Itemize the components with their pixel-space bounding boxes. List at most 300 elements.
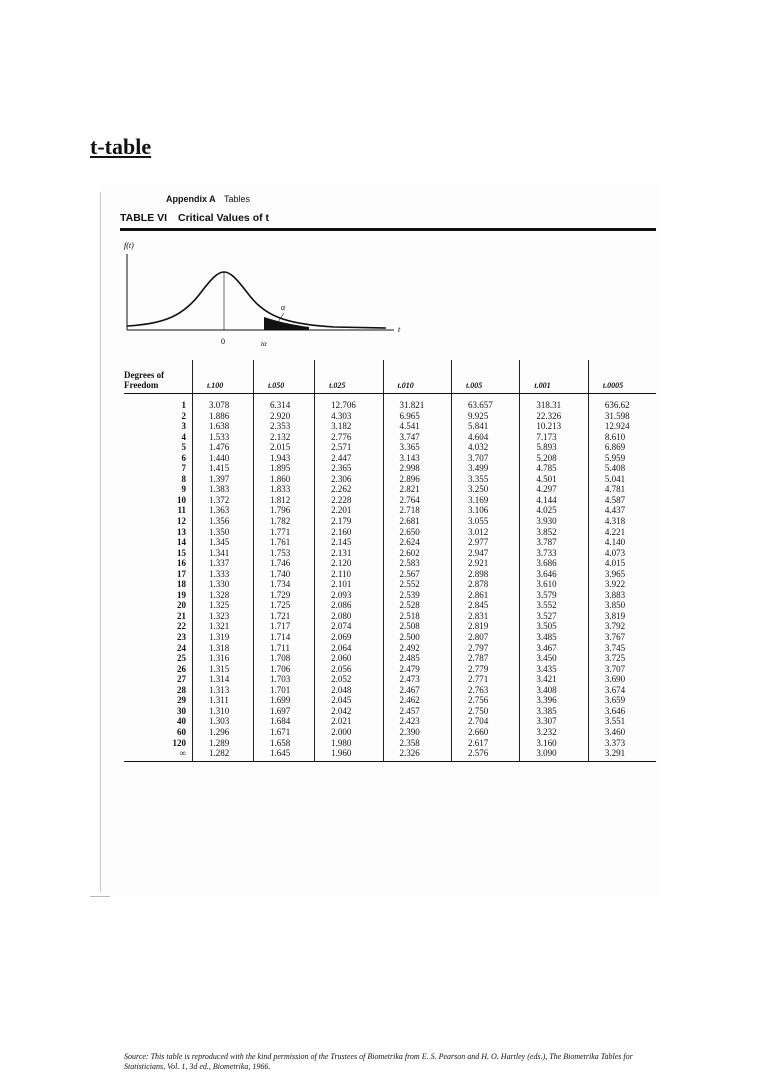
critical-value-cell: 1.321 <box>193 621 254 632</box>
critical-value-cell: 1.796 <box>254 505 315 516</box>
critical-value-cell: 4.437 <box>588 505 656 516</box>
degrees-of-freedom-cell: 16 <box>177 558 186 569</box>
critical-value-cell: 4.501 <box>520 474 588 485</box>
critical-value-cell: 3.373 <box>588 738 656 749</box>
critical-value-cell: 3.646 <box>588 706 656 717</box>
degrees-of-freedom-cell: 11 <box>177 505 186 516</box>
critical-value-cell: 2.583 <box>383 558 451 569</box>
critical-value-cell: 1.734 <box>254 579 315 590</box>
table-title <box>120 212 269 224</box>
table-caption: Critical Values of t <box>177 212 270 224</box>
critical-value-cell: 1.711 <box>254 643 315 654</box>
critical-value-cell: 3.435 <box>520 664 588 675</box>
table-row <box>124 738 656 749</box>
critical-value-cell: 3.725 <box>588 653 656 664</box>
degrees-of-freedom-cell: 22 <box>177 621 186 632</box>
table-row <box>124 516 656 527</box>
critical-value-cell: 3.686 <box>520 558 588 569</box>
critical-value-cell: 2.093 <box>315 590 383 601</box>
critical-value-cell: 318.31 <box>520 394 588 411</box>
degrees-of-freedom-cell: 120 <box>172 737 186 748</box>
critical-value-cell: 2.624 <box>383 537 451 548</box>
table-header-row <box>124 360 656 394</box>
critical-value-cell: 3.883 <box>588 590 656 601</box>
degrees-of-freedom-cell: 2 <box>181 410 186 421</box>
critical-value-cell: 3.460 <box>588 727 656 738</box>
critical-value-cell: 4.073 <box>588 548 656 559</box>
critical-value-cell: 1.330 <box>193 579 254 590</box>
critical-value-cell: 3.385 <box>520 706 588 717</box>
critical-value-cell: 1.761 <box>254 537 315 548</box>
critical-value-cell: 1.771 <box>254 527 315 538</box>
critical-value-cell: 10.213 <box>520 421 588 432</box>
critical-value-cell: 3.396 <box>520 695 588 706</box>
critical-value-cell: 2.262 <box>315 484 383 495</box>
critical-value-cell: 7.173 <box>520 432 588 443</box>
critical-value-cell: 1.318 <box>193 643 254 654</box>
critical-value-cell: 1.328 <box>193 590 254 601</box>
critical-value-cell: 3.552 <box>520 600 588 611</box>
critical-value-cell: 1.315 <box>193 664 254 675</box>
critical-value-cell: 4.781 <box>588 484 656 495</box>
critical-value-cell: 2.074 <box>315 621 383 632</box>
critical-value-cell: 3.787 <box>520 537 588 548</box>
critical-value-cell: 3.646 <box>520 569 588 580</box>
critical-value-cell: 1.341 <box>193 548 254 559</box>
critical-value-cell: 3.505 <box>520 621 588 632</box>
critical-value-cell: 3.792 <box>588 621 656 632</box>
critical-value-cell: 5.408 <box>588 463 656 474</box>
critical-value-cell: 1.697 <box>254 706 315 717</box>
degrees-of-freedom-cell: 17 <box>177 568 186 579</box>
degrees-of-freedom-cell: 15 <box>177 547 186 558</box>
table-row <box>124 632 656 643</box>
critical-value-cell: 1.363 <box>193 505 254 516</box>
figure-t-alpha-label: tα <box>261 340 267 348</box>
critical-value-cell: 2.365 <box>315 463 383 474</box>
degrees-of-freedom-cell: 26 <box>177 663 186 674</box>
table-row <box>124 558 656 569</box>
critical-value-cell: 3.421 <box>520 674 588 685</box>
critical-value-cell: 2.650 <box>383 527 451 538</box>
critical-value-cell: 2.120 <box>315 558 383 569</box>
degrees-of-freedom-cell: 25 <box>177 653 186 664</box>
critical-value-cell: 3.355 <box>451 474 519 485</box>
table-row <box>124 643 656 654</box>
degrees-of-freedom-cell: 4 <box>181 431 186 442</box>
critical-value-cell: 3.610 <box>520 579 588 590</box>
critical-value-cell: 3.408 <box>520 685 588 696</box>
critical-value-cell: 2.132 <box>254 432 315 443</box>
critical-value-cell: 4.140 <box>588 537 656 548</box>
critical-value-cell: 2.179 <box>315 516 383 527</box>
critical-value-cell: 2.479 <box>383 664 451 675</box>
critical-value-cell: 3.106 <box>451 505 519 516</box>
header-column: t.010 <box>383 360 451 394</box>
critical-value-cell: 2.617 <box>451 738 519 749</box>
degrees-of-freedom-cell: 9 <box>181 484 186 495</box>
table-row <box>124 453 656 464</box>
critical-value-cell: 2.771 <box>451 674 519 685</box>
degrees-of-freedom-cell: 5 <box>181 442 186 453</box>
critical-value-cell: 3.733 <box>520 548 588 559</box>
critical-value-cell: 1.350 <box>193 527 254 538</box>
critical-value-cell: 1.337 <box>193 558 254 569</box>
page-title: t-table <box>90 134 152 159</box>
table-row <box>124 484 656 495</box>
critical-value-cell: 3.307 <box>520 716 588 727</box>
critical-value-cell: 2.228 <box>315 495 383 506</box>
table-row <box>124 674 656 685</box>
table-row <box>124 748 656 761</box>
critical-value-cell: 2.052 <box>315 674 383 685</box>
table-row <box>124 463 656 474</box>
critical-value-cell: 1.372 <box>193 495 254 506</box>
critical-value-cell: 2.306 <box>315 474 383 485</box>
critical-value-cell: 1.313 <box>193 685 254 696</box>
critical-value-cell: 3.078 <box>193 394 254 411</box>
critical-value-cell: 4.303 <box>315 411 383 422</box>
table-row <box>124 727 656 738</box>
critical-value-cell: 1.533 <box>193 432 254 443</box>
critical-value-cell: 2.571 <box>315 442 383 453</box>
critical-value-cell: 31.821 <box>383 394 451 411</box>
critical-value-cell: 1.725 <box>254 600 315 611</box>
degrees-of-freedom-cell: 19 <box>177 589 186 600</box>
degrees-of-freedom-cell: 28 <box>177 684 186 695</box>
degrees-of-freedom-cell: ∞ <box>124 748 193 761</box>
scan-bottom-mark <box>90 896 110 897</box>
critical-value-cell: 1.314 <box>193 674 254 685</box>
degrees-of-freedom-cell: 6 <box>181 452 186 463</box>
critical-value-cell: 4.541 <box>383 421 451 432</box>
critical-value-cell: 3.767 <box>588 632 656 643</box>
table-row <box>124 653 656 664</box>
critical-value-cell: 2.326 <box>383 748 451 761</box>
critical-value-cell: 1.943 <box>254 453 315 464</box>
critical-value-cell: 1.740 <box>254 569 315 580</box>
critical-value-cell: 3.747 <box>383 432 451 443</box>
source-label: Source: <box>124 1052 149 1061</box>
degrees-of-freedom-cell: 21 <box>177 610 186 621</box>
table-row <box>124 411 656 422</box>
critical-value-cell: 3.707 <box>451 453 519 464</box>
critical-value-cell: 4.785 <box>520 463 588 474</box>
critical-value-cell: 2.660 <box>451 727 519 738</box>
degrees-of-freedom-cell: 23 <box>177 632 186 643</box>
critical-value-cell: 2.064 <box>315 643 383 654</box>
critical-value-cell: 1.356 <box>193 516 254 527</box>
critical-value-cell: 2.508 <box>383 621 451 632</box>
critical-value-cell: 3.852 <box>520 527 588 538</box>
degrees-of-freedom-cell: 18 <box>177 579 186 590</box>
critical-value-cell: 1.708 <box>254 653 315 664</box>
critical-value-cell: 1.746 <box>254 558 315 569</box>
table-row <box>124 495 656 506</box>
degrees-of-freedom-cell: 3 <box>181 421 186 432</box>
critical-value-cell: 2.704 <box>451 716 519 727</box>
degrees-of-freedom-cell: 1 <box>181 400 186 410</box>
critical-value-cell: 2.552 <box>383 579 451 590</box>
critical-value-cell: 1.476 <box>193 442 254 453</box>
critical-value-cell: 3.690 <box>588 674 656 685</box>
critical-value-cell: 2.131 <box>315 548 383 559</box>
table-row <box>124 621 656 632</box>
critical-value-cell: 1.960 <box>315 748 383 761</box>
critical-value-cell: 3.467 <box>520 643 588 654</box>
critical-value-cell: 2.201 <box>315 505 383 516</box>
critical-value-cell: 2.977 <box>451 537 519 548</box>
critical-value-cell: 2.681 <box>383 516 451 527</box>
degrees-of-freedom-cell: 13 <box>177 526 186 537</box>
critical-value-cell: 2.528 <box>383 600 451 611</box>
table-body <box>124 394 656 762</box>
degrees-of-freedom-cell: 20 <box>177 600 186 611</box>
critical-value-cell: 3.707 <box>588 664 656 675</box>
critical-value-cell: 1.684 <box>254 716 315 727</box>
critical-value-cell: 4.221 <box>588 527 656 538</box>
critical-value-cell: 1.333 <box>193 569 254 580</box>
critical-value-cell: 2.110 <box>315 569 383 580</box>
critical-value-cell: 2.080 <box>315 611 383 622</box>
critical-value-cell: 1.721 <box>254 611 315 622</box>
critical-value-cell: 3.160 <box>520 738 588 749</box>
header-column: t.050 <box>254 360 315 394</box>
critical-value-cell: 1.714 <box>254 632 315 643</box>
critical-value-cell: 2.056 <box>315 664 383 675</box>
critical-value-cell: 1.699 <box>254 695 315 706</box>
table-row <box>124 590 656 601</box>
critical-value-cell: 1.812 <box>254 495 315 506</box>
critical-value-cell: 2.861 <box>451 590 519 601</box>
critical-value-cell: 3.143 <box>383 453 451 464</box>
critical-value-cell: 2.467 <box>383 685 451 696</box>
critical-value-cell: 8.610 <box>588 432 656 443</box>
degrees-of-freedom-cell: 29 <box>177 695 186 706</box>
table-row <box>124 527 656 538</box>
table-row <box>124 394 656 411</box>
header-column: t.001 <box>520 360 588 394</box>
critical-value-cell: 2.756 <box>451 695 519 706</box>
critical-value-cell: 5.959 <box>588 453 656 464</box>
critical-value-cell: 2.821 <box>383 484 451 495</box>
critical-value-cell: 1.671 <box>254 727 315 738</box>
figure-alpha-label: α <box>281 303 286 312</box>
critical-value-cell: 1.415 <box>193 463 254 474</box>
header-column: t.0005 <box>588 360 656 394</box>
critical-value-cell: 2.048 <box>315 685 383 696</box>
source-note <box>124 1052 664 1072</box>
table-row <box>124 505 656 516</box>
critical-value-cell: 1.753 <box>254 548 315 559</box>
header-column: t.100 <box>193 360 254 394</box>
critical-value-cell: 5.208 <box>520 453 588 464</box>
critical-value-cell: 3.579 <box>520 590 588 601</box>
appendix-header <box>166 194 250 204</box>
degrees-of-freedom-cell: 60 <box>177 726 186 737</box>
critical-value-cell: 1.296 <box>193 727 254 738</box>
critical-value-cell: 2.787 <box>451 653 519 664</box>
degrees-of-freedom-cell: 30 <box>177 705 186 716</box>
critical-value-cell: 4.025 <box>520 505 588 516</box>
table-row <box>124 716 656 727</box>
figure-density-curve <box>127 272 386 328</box>
critical-value-cell: 1.729 <box>254 590 315 601</box>
critical-value-cell: 1.645 <box>254 748 315 761</box>
critical-value-cell: 9.925 <box>451 411 519 422</box>
critical-value-cell: 2.896 <box>383 474 451 485</box>
critical-value-cell: 2.779 <box>451 664 519 675</box>
critical-value-cell: 4.587 <box>588 495 656 506</box>
header-column: t.005 <box>451 360 519 394</box>
table-row <box>124 442 656 453</box>
critical-value-cell: 2.485 <box>383 653 451 664</box>
critical-value-cell: 3.012 <box>451 527 519 538</box>
critical-value-cell: 3.965 <box>588 569 656 580</box>
appendix-label: Appendix A <box>166 194 216 204</box>
critical-value-cell: 1.886 <box>193 411 254 422</box>
degrees-of-freedom-cell: 12 <box>177 516 186 527</box>
critical-value-cell: 3.485 <box>520 632 588 643</box>
critical-value-cell: 12.924 <box>588 421 656 432</box>
critical-value-cell: 2.764 <box>383 495 451 506</box>
critical-value-cell: 2.921 <box>451 558 519 569</box>
critical-value-cell: 2.898 <box>451 569 519 580</box>
critical-value-cell: 2.000 <box>315 727 383 738</box>
header-degrees-of-freedom: Degrees of Freedom <box>124 360 193 394</box>
critical-value-cell: 3.551 <box>588 716 656 727</box>
table-row <box>124 706 656 717</box>
critical-value-cell: 1.703 <box>254 674 315 685</box>
critical-value-cell: 1.895 <box>254 463 315 474</box>
critical-value-cell: 3.922 <box>588 579 656 590</box>
degrees-of-freedom-cell: 10 <box>177 494 186 505</box>
critical-value-cell: 2.819 <box>451 621 519 632</box>
critical-value-cell: 3.090 <box>520 748 588 761</box>
critical-value-cell: 2.845 <box>451 600 519 611</box>
table-row <box>124 548 656 559</box>
scanned-table-image <box>100 184 660 1071</box>
critical-values-table <box>124 360 656 762</box>
table-row <box>124 579 656 590</box>
critical-value-cell: 6.869 <box>588 442 656 453</box>
critical-value-cell: 2.797 <box>451 643 519 654</box>
critical-value-cell: 2.831 <box>451 611 519 622</box>
critical-value-cell: 2.462 <box>383 695 451 706</box>
critical-value-cell: 1.706 <box>254 664 315 675</box>
critical-value-cell: 1.638 <box>193 421 254 432</box>
critical-value-cell: 1.345 <box>193 537 254 548</box>
critical-value-cell: 2.101 <box>315 579 383 590</box>
critical-value-cell: 4.604 <box>451 432 519 443</box>
table-row <box>124 537 656 548</box>
table-row <box>124 600 656 611</box>
critical-value-cell: 1.383 <box>193 484 254 495</box>
critical-value-cell: 4.297 <box>520 484 588 495</box>
critical-value-cell: 1.980 <box>315 738 383 749</box>
degrees-of-freedom-cell: 27 <box>177 674 186 685</box>
critical-value-cell: 12.706 <box>315 394 383 411</box>
critical-value-cell: 5.041 <box>588 474 656 485</box>
critical-value-cell: 2.878 <box>451 579 519 590</box>
critical-value-cell: 3.527 <box>520 611 588 622</box>
critical-value-cell: 1.303 <box>193 716 254 727</box>
critical-value-cell: 6.965 <box>383 411 451 422</box>
critical-value-cell: 1.289 <box>193 738 254 749</box>
table-row <box>124 421 656 432</box>
critical-value-cell: 1.860 <box>254 474 315 485</box>
critical-value-cell: 2.539 <box>383 590 451 601</box>
critical-value-cell: 2.920 <box>254 411 315 422</box>
critical-value-cell: 3.745 <box>588 643 656 654</box>
table-row <box>124 664 656 675</box>
critical-value-cell: 2.447 <box>315 453 383 464</box>
critical-value-cell: 2.423 <box>383 716 451 727</box>
critical-value-cell: 1.319 <box>193 632 254 643</box>
critical-value-cell: 2.042 <box>315 706 383 717</box>
critical-value-cell: 1.311 <box>193 695 254 706</box>
critical-value-cell: 2.015 <box>254 442 315 453</box>
critical-value-cell: 5.841 <box>451 421 519 432</box>
critical-value-cell: 4.015 <box>588 558 656 569</box>
critical-value-cell: 1.833 <box>254 484 315 495</box>
critical-value-cell: 4.144 <box>520 495 588 506</box>
appendix-section: Tables <box>224 194 251 204</box>
critical-value-cell: 2.763 <box>451 685 519 696</box>
t-distribution-figure <box>124 236 414 354</box>
critical-value-cell: 2.492 <box>383 643 451 654</box>
critical-value-cell: 3.365 <box>383 442 451 453</box>
table-row <box>124 474 656 485</box>
critical-value-cell: 1.440 <box>193 453 254 464</box>
critical-value-cell: 1.323 <box>193 611 254 622</box>
critical-value-cell: 2.145 <box>315 537 383 548</box>
critical-value-cell: 2.718 <box>383 505 451 516</box>
critical-value-cell: 2.947 <box>451 548 519 559</box>
critical-value-cell: 1.658 <box>254 738 315 749</box>
critical-value-cell: 2.750 <box>451 706 519 717</box>
critical-value-cell: 1.316 <box>193 653 254 664</box>
critical-value-cell: 2.998 <box>383 463 451 474</box>
critical-value-cell: 1.310 <box>193 706 254 717</box>
critical-value-cell: 31.598 <box>588 411 656 422</box>
critical-value-cell: 3.450 <box>520 653 588 664</box>
critical-value-cell: 1.717 <box>254 621 315 632</box>
degrees-of-freedom-cell: 8 <box>181 473 186 484</box>
figure-y-label: f(t) <box>124 241 134 250</box>
critical-value-cell: 1.701 <box>254 685 315 696</box>
critical-value-cell: 2.576 <box>451 748 519 761</box>
critical-value-cell: 2.358 <box>383 738 451 749</box>
critical-value-cell: 2.776 <box>315 432 383 443</box>
critical-value-cell: 2.567 <box>383 569 451 580</box>
critical-value-cell: 6.314 <box>254 394 315 411</box>
table-number: TABLE VI <box>120 212 168 224</box>
critical-value-cell: 1.782 <box>254 516 315 527</box>
critical-value-cell: 3.182 <box>315 421 383 432</box>
critical-value-cell: 2.060 <box>315 653 383 664</box>
critical-value-cell: 1.325 <box>193 600 254 611</box>
table-row <box>124 695 656 706</box>
critical-value-cell: 2.021 <box>315 716 383 727</box>
degrees-of-freedom-cell: 7 <box>181 463 186 474</box>
critical-value-cell: 3.055 <box>451 516 519 527</box>
critical-value-cell: 4.318 <box>588 516 656 527</box>
critical-value-cell: 3.250 <box>451 484 519 495</box>
critical-value-cell: 2.353 <box>254 421 315 432</box>
critical-value-cell: 2.473 <box>383 674 451 685</box>
critical-value-cell: 3.169 <box>451 495 519 506</box>
